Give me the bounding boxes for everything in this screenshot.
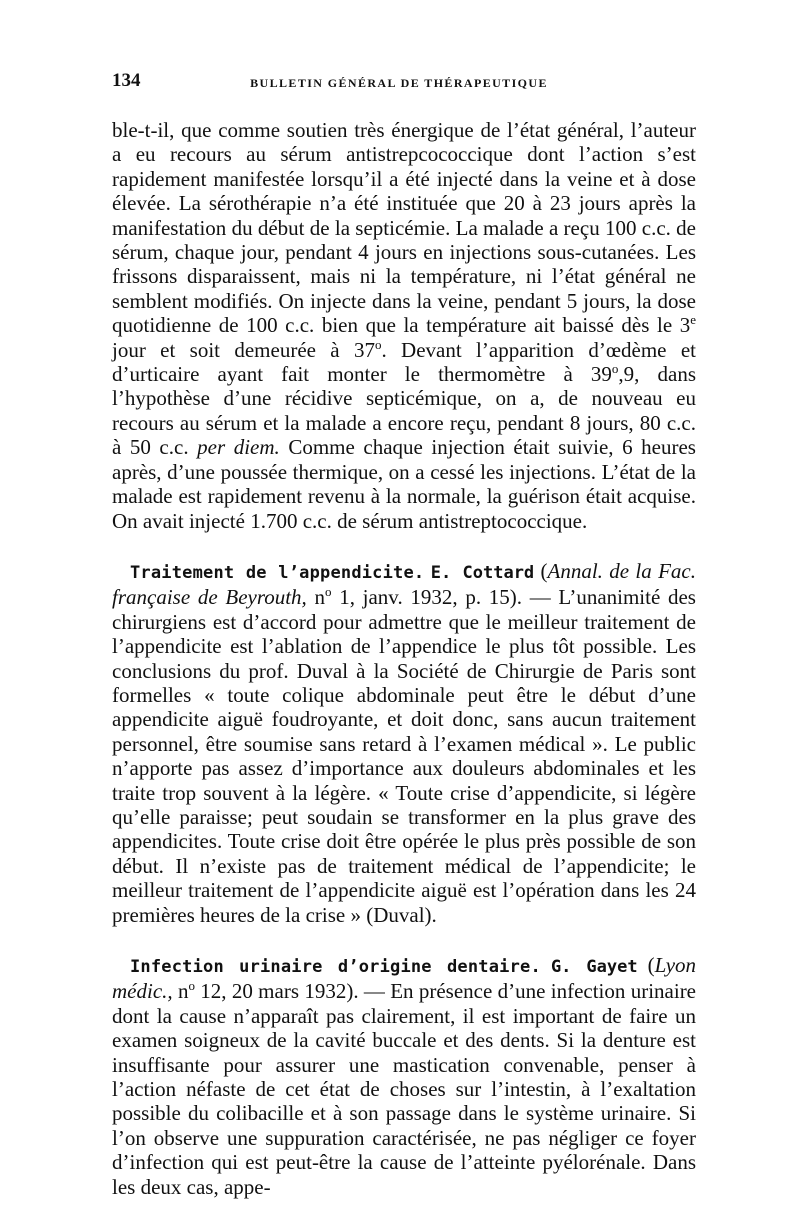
text-run: n [306, 585, 326, 610]
text-run: 1, janv. 1932, p. 15). [331, 585, 523, 610]
text-run: . Devant l’apparition d’œdème et d’urticaire ayant fait monter le thermomètre à 39 [112, 337, 696, 387]
superscript: o [188, 978, 195, 994]
text-run: ble-t-il, que comme soutien très énergique de l’état général, l’auteur a eu recours au sérum antistrepcococcique dont l’action s’est rapidement manifestée lorsqu’il a été injecté dans la veine et à dose élevée. La sérothérapie n’a été instituée que 20 à 23 jours après la manifestation du début de la septicémie. La malade a reçu 100 c.c. de sérum, chaque jour, pendant 4 jours en injections sous-cutanées. Les frissons disparaissent, mais ni la température, ni l’état général ne semblent modifiés. On injecte dans la veine, pendant 5 jours, la dose quotidienne de 100 c.c. bien que la température ait baissé dès le 3 [112, 118, 696, 338]
superscript: o [611, 361, 619, 377]
text-run: 12, 20 mars 1932). [194, 979, 359, 1004]
superscript: o [325, 584, 332, 600]
article-title: Infection urinaire d’origine dentaire. [130, 957, 541, 977]
text-run: n [172, 979, 189, 1004]
superscript: e [690, 312, 696, 328]
article-author: G. Gayet [550, 957, 638, 977]
page-number: 134 [112, 70, 141, 91]
text-run: Comme chaque injection était suivie, 6 heures après, d’une poussée thermique, on a cessé les injections. L’état de la malade est rapidement revenu à la normale, la guérison était acquise. On avait injecté 1.700 c.c. de sérum antistreptococcique. [112, 435, 696, 533]
article-author: E. Cottard [430, 562, 535, 583]
body-text [112, 118, 696, 1199]
italic-text: per diem. [197, 435, 280, 460]
article-appendicite [112, 559, 696, 927]
running-title: BULLETIN GÉNÉRAL DE THÉRAPEUTIQUE [250, 76, 548, 90]
journal-reference: Annal. de la Fac. française de Beyrouth, [112, 558, 697, 610]
superscript: o [374, 336, 382, 352]
article-text: — L’unanimité des chirurgiens est d’accord pour admettre que le meilleur traitement de l’appendicite est l’ablation de l’appendice le plus tôt possible. Les conclusions du prof. Duval à la Société de Chirurgie de Paris sont formelles « toute colique abdominale peut être le début d’une appendicite aiguë foudroyante, et doit donc, sans aucun traitement personnel, être soumise sans retard à l’examen médical ». Le public n’apporte pas assez d’importance aux douleurs abdominales et les traite trop souvent à la légère. « Toute crise d’appendicite, si légère qu’elle paraisse; peut soudain se transformer en la plus grave des appendicites. Toute crise doit être opérée le plus près possible de son début. Il n’existe pas de traitement médical de l’appendicite; le meilleur traitement de l’appendicite aiguë est l’opération dans les 24 premières heures de la crise » (Duval). [112, 585, 696, 927]
text-run: ( [637, 953, 655, 977]
text-run: ( [534, 558, 548, 583]
article-text: — En présence d’une infection urinaire dont la cause n’apparaît pas clairement, il est important de faire un examen soigneux de la cavité buccale et des dents. Si la denture est insuffisante pour assurer une mastication convenable, penser à l’action néfaste de cet état de choses sur l’intestin, à l’exaltation possible du colibacille et à son passage dans le système urinaire. Si l’on observe une suppuration caractérisée, ne pas négliger ce foyer d’infection qui est peut-être la cause de l’atteinte pyélorénale. Dans les deux cas, appe- [112, 979, 697, 1199]
continued-paragraph [112, 118, 696, 533]
journal-reference: Lyon médic., [112, 953, 697, 1004]
page-header [112, 70, 686, 98]
article-title: Traitement de l’appendicite. [130, 562, 425, 583]
text-run: ,9, dans l’hypothèse d’une récidive septicémique, on a, de nouveau eu recours au sérum et la malade a encore reçu, pendant 8 jours, 80 c.c. à 50 c.c. [112, 362, 696, 460]
text-run: jour et soit demeurée à 37 [112, 337, 375, 362]
article-infection-urinaire [112, 953, 696, 1199]
